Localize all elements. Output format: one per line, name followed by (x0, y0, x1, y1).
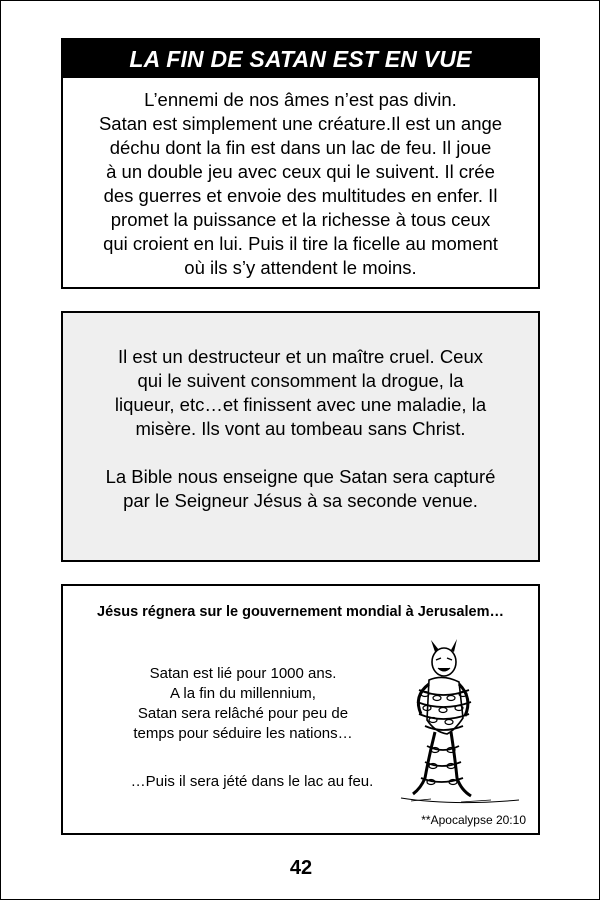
destroyer-text (63, 313, 538, 513)
text-line: qui croient en lui. Puis il tire la ficelle au moment (103, 233, 498, 254)
text-line: à un double jeu avec ceux qui le suivent. Il crée (106, 161, 495, 182)
panel-heading: Jésus régnera sur le gouvernement mondial à Jerusalem… (97, 604, 504, 620)
verse-text (93, 664, 393, 744)
bible-reference: **Apocalypse 20:10 (421, 813, 526, 827)
text-line: misère. Ils vont au tombeau sans Christ. (135, 418, 466, 439)
text-line: Il est un destructeur et un maître cruel. Ceux (117, 346, 484, 367)
text-line: temps pour séduire les nations… (133, 725, 353, 742)
intro-panel (61, 38, 540, 289)
text-line: des guerres et envoie des multitudes en enfer. Il (103, 185, 498, 206)
final-line: …Puis il sera jété dans le lac au feu. (130, 773, 374, 790)
text-line: A la fin du millennium, (170, 685, 316, 702)
destroyer-panel (61, 311, 540, 562)
text-line: liqueur, etc…et finissent avec une maladie, la (114, 394, 487, 415)
panel-title: LA FIN DE SATAN EST EN VUE (63, 40, 538, 78)
page-number: 42 (289, 857, 313, 879)
text-line: Satan sera relâché pour peu de (137, 705, 349, 722)
text-line: où ils s’y attendent le moins. (184, 257, 417, 278)
text-line: La Bible nous enseigne que Satan sera capturé (105, 466, 496, 487)
chained-satan-illustration (391, 638, 521, 808)
text-line: par le Seigneur Jésus à sa seconde venue. (123, 490, 478, 511)
paragraph-1 (85, 345, 516, 441)
text-line: Satan est lié pour 1000 ans. (149, 665, 337, 682)
paragraph-2 (85, 465, 516, 513)
millennium-panel (61, 584, 540, 835)
text-line: qui le suivent consomment la drogue, la (137, 370, 464, 391)
text-line: L’ennemi de nos âmes n’est pas divin. (144, 89, 457, 110)
intro-text (63, 78, 538, 280)
text-line: déchu dont la fin est dans un lac de feu. Il joue (109, 137, 492, 158)
text-line: Satan est simplement une créature.Il est un ange (98, 113, 503, 134)
text-line: promet la puissance et la richesse à tous ceux (110, 209, 491, 230)
